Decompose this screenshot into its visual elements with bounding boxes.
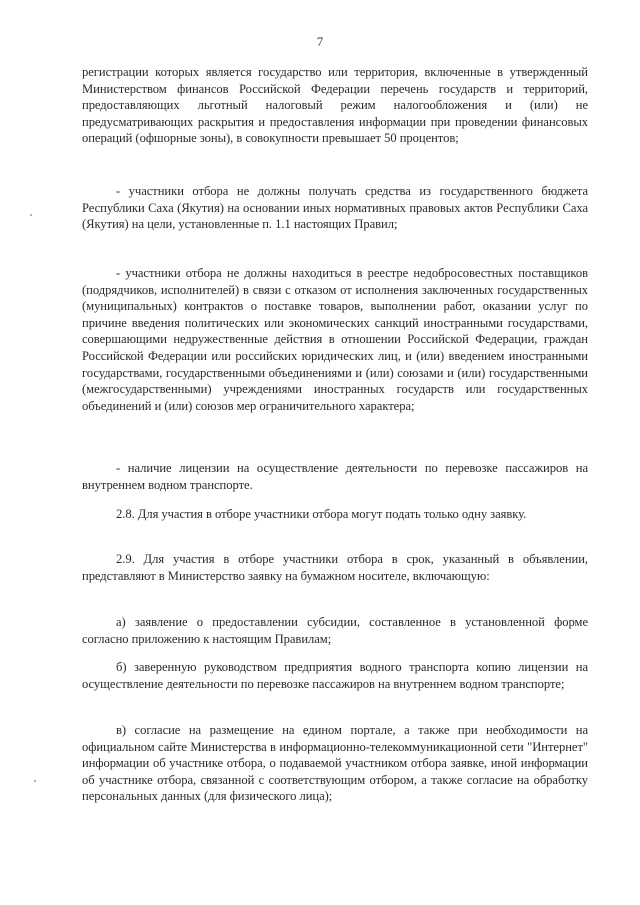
paragraph-license-required: - наличие лицензии на осуществление деятельности по перевозке пассажиров на внутреннем водном транспорте. (82, 461, 588, 492)
scan-speck (34, 780, 36, 782)
list-item-v: в) согласие на размещение на едином портале, а также при необходимости на официальном сайте Министерства в информационно-телекоммуникационной сети "Интернет" информации об участнике отбора, о подаваемой участником отбора заявке, иной информации об участнике отбора, связанной с соответствующим отбором, а также согласие на обработку персональных данных (для физического лица); (82, 723, 588, 804)
page-number: 7 (316, 34, 324, 49)
paragraph-clause-2-8: 2.8. Для участия в отборе участники отбора могут подать только одну заявку. (116, 507, 527, 521)
paragraph-clause-2-9: 2.9. Для участия в отборе участники отбора в срок, указанный в объявлении, представляют в Министерство заявку на бумажном носителе, включающую: (82, 552, 588, 583)
scan-speck (30, 214, 32, 216)
list-item-a: а) заявление о предоставлении субсидии, составленное в установленной форме согласно приложению к настоящим Правилам; (82, 615, 588, 646)
paragraph-offshore-continuation: регистрации которых является государство или территория, включенные в утвержденный Министерством финансов Российской Федерации перечень государств и территорий, предоставляющих льготный налоговый режим налогообложения и (или) не предусматривающих раскрытия и предоставления информации при проведении финансовых операций (офшорные зоны), в совокупности превышает 50 процентов; (82, 65, 588, 146)
list-item-b: б) заверенную руководством предприятия водного транспорта копию лицензии на осуществление деятельности по перевозке пассажиров на внутреннем водном транспорте; (82, 660, 588, 691)
paragraph-no-bad-suppliers-registry: - участники отбора не должны находиться в реестре недобросовестных поставщиков (подрядчиков, исполнителей) в связи с отказом от исполнения заключенных государственных (муниципальных) контрактов о поставке товаров, выполнении работ, оказании услуг по причине введения политических или экономических санкций иностранными государствами, совершающими недружественные действия в отношении Российской Федерации, граждан Российской Федерации или российских юридических лиц, и (или) введением иностранными государствами, государственными объединениями и (или) союзами и (или) государственными (межгосударственными) учреждениями иностранных государств или государственных объединений и (или) союзов мер ограничительного характера; (82, 266, 588, 413)
paragraph-no-budget-funds: - участники отбора не должны получать средства из государственного бюджета Республики Саха (Якутия) на основании иных нормативных правовых актов Республики Саха (Якутия) на цели, установленные п. 1.1 настоящих Правил; (82, 184, 588, 232)
